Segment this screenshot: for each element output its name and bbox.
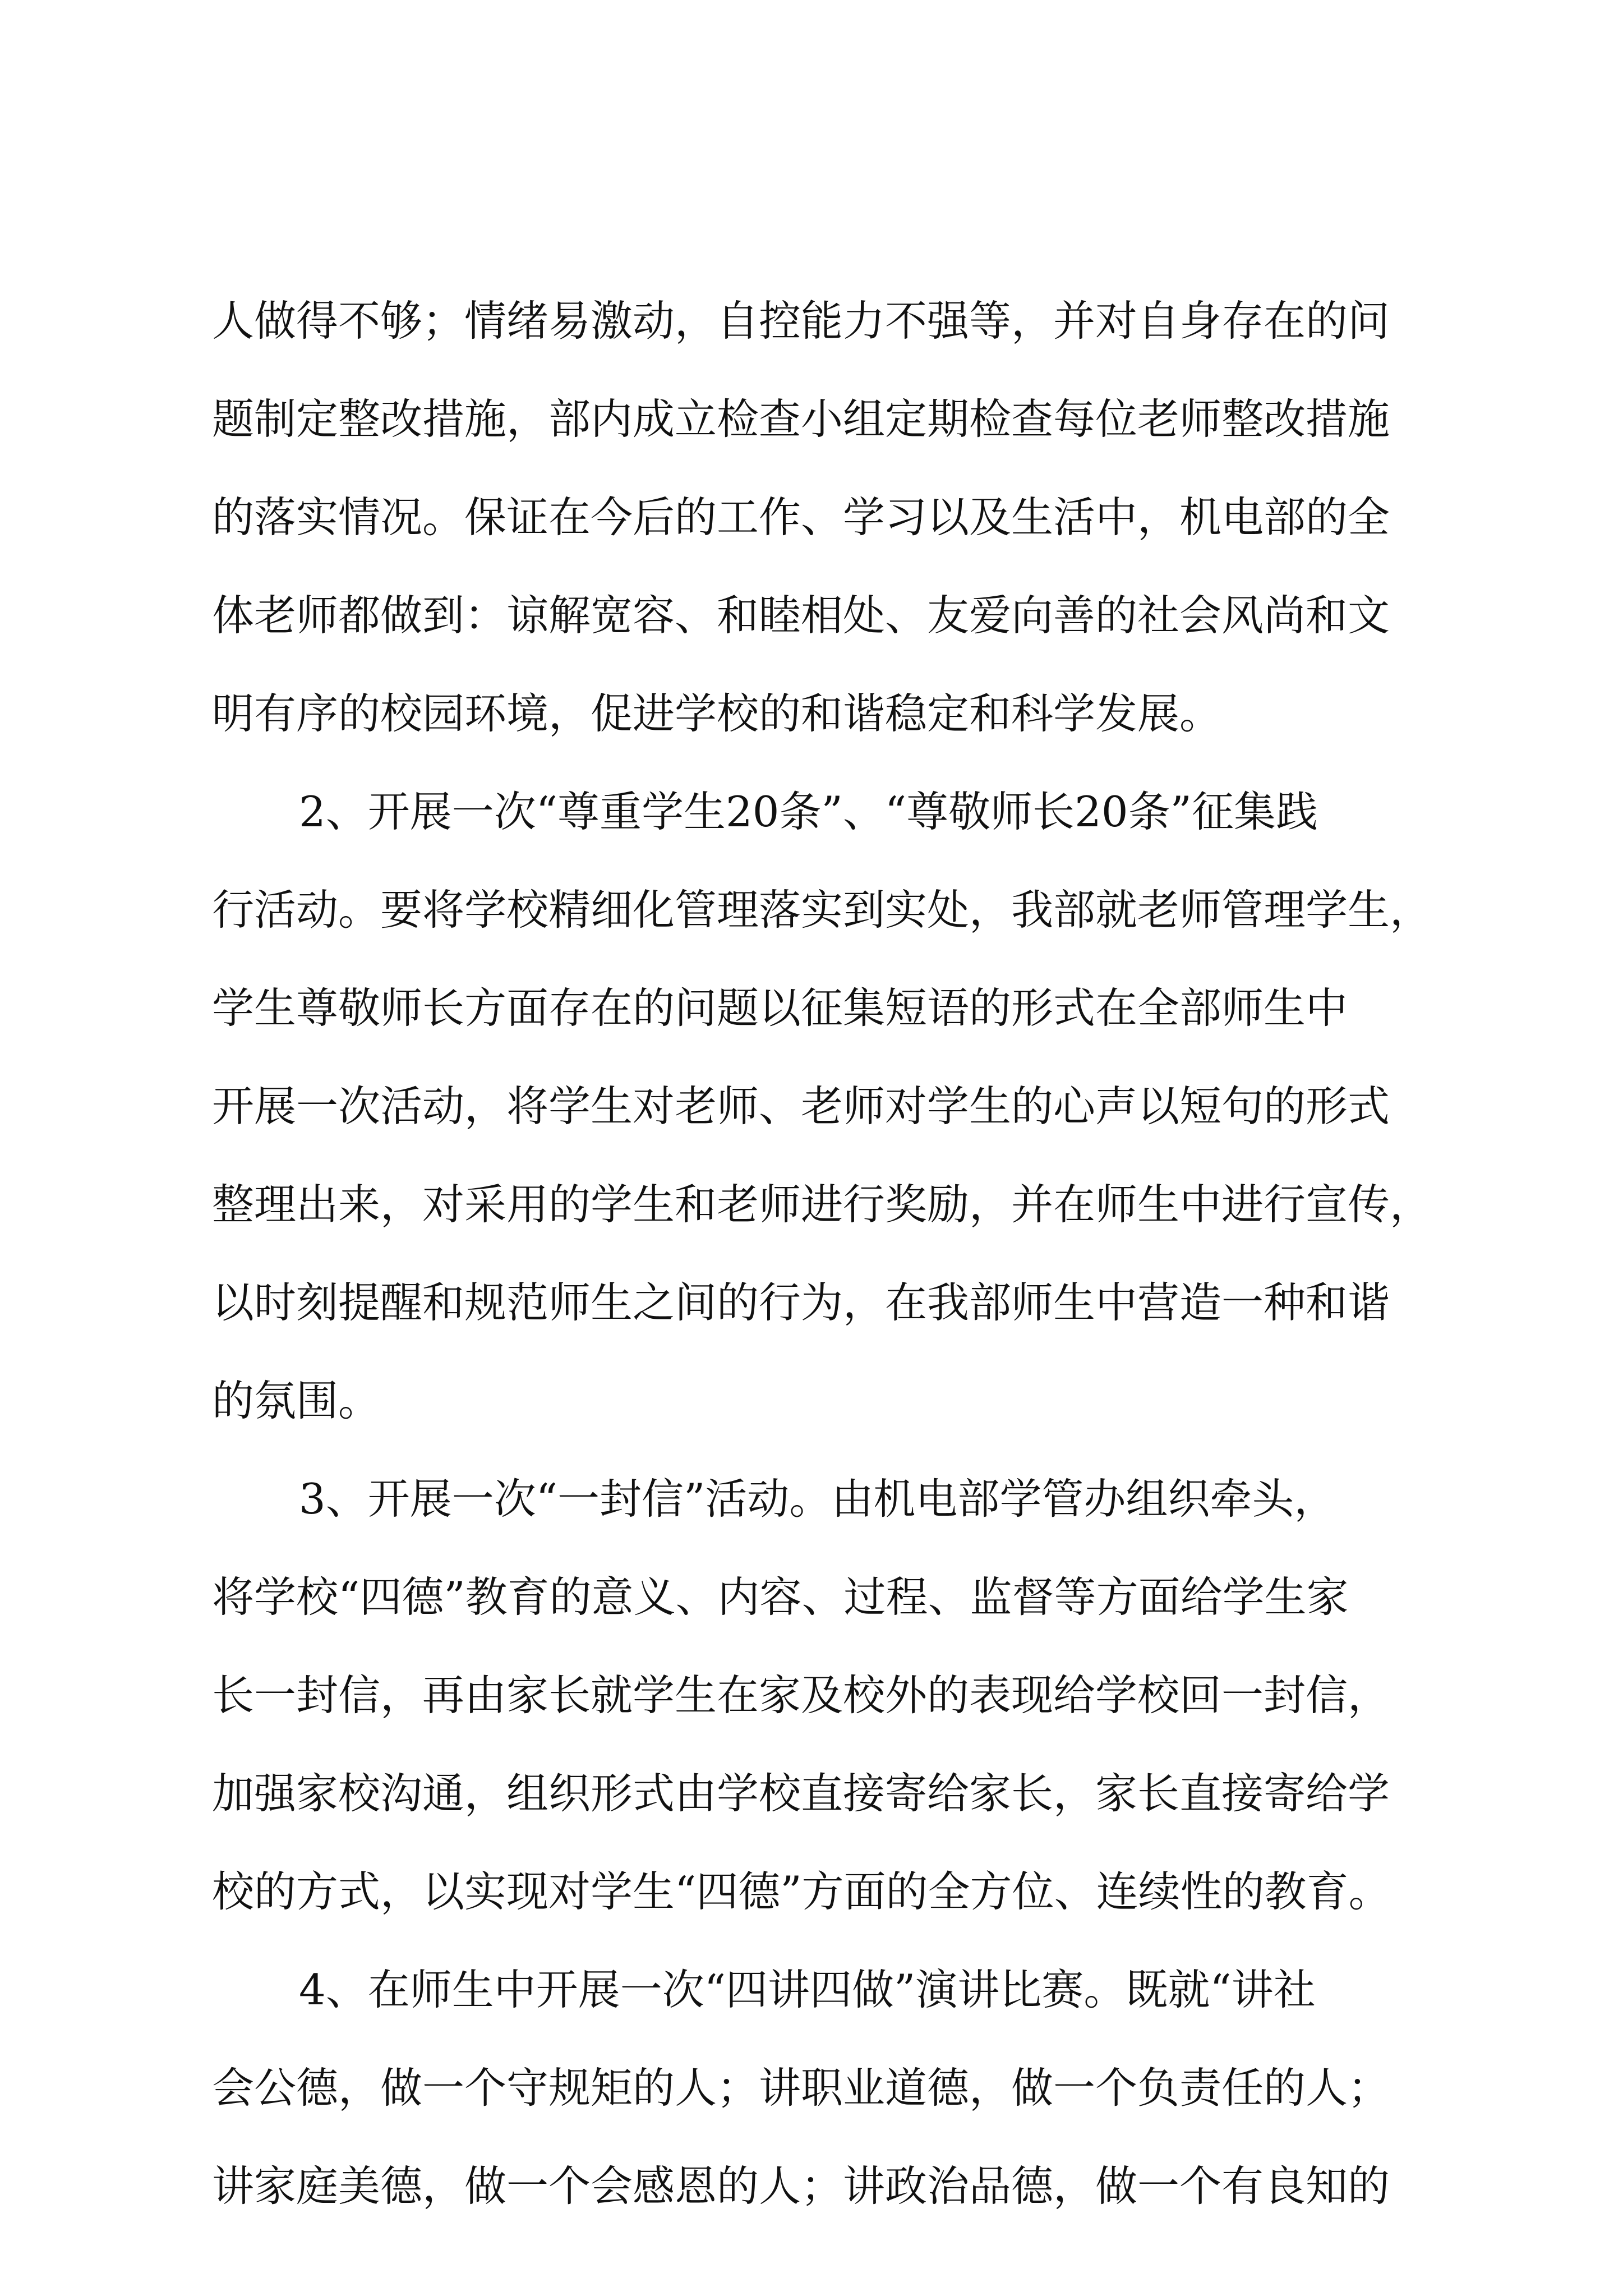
text-line [0,1154,1623,1255]
line-text: 长一封信，再由家长就学生在家及校外的表现给学校回一封信， [212,1671,1390,1720]
line-text: 体老师都做到：谅解宽容、和睦相处、友爱向善的社会风尚和文 [212,591,1390,640]
line-text: 学生尊敬师长方面存在的问题以征集短语的形式在全部师生中 [212,983,1348,1033]
text-line [0,761,1623,862]
line-text: 的落实情况。保证在今后的工作、学习以及生活中，机电部的全 [212,493,1390,542]
text-line [0,1448,1623,1549]
line-text: 整理出来，对采用的学生和老师进行奖励，并在师生中进行宣传， [212,1180,1432,1229]
line-text: 题制定整改措施，部内成立检查小组定期检查每位老师整改措施 [212,394,1390,444]
text-line [0,1645,1623,1746]
line-text: 将学校“四德”教育的意义、内容、过程、监督等方面给学生家 [212,1572,1349,1622]
line-text: 开展一次活动，将学生对老师、老师对学生的心声以短句的形式 [212,1082,1390,1131]
text-line [0,1252,1623,1353]
text-line [0,958,1623,1059]
line-text: 3、开展一次“一封信”活动。由机电部学管办组织牵头， [299,1474,1336,1524]
text-line [0,1939,1623,2040]
line-text: 的氛围。 [212,1376,381,1425]
line-text: 讲家庭美德，做一个会感恩的人；讲政治品德，做一个有良知的 [212,2161,1390,2211]
text-line [0,859,1623,960]
line-text: 明有序的校园环境，促进学校的和谐稳定和科学发展。 [212,689,1222,738]
line-text: 行活动。要将学校精细化管理落实到实处，我部就老师管理学生， [212,885,1432,935]
line-text: 会公德，做一个守规矩的人；讲职业道德，做一个负责任的人； [212,2063,1390,2113]
line-text: 以时刻提醒和规范师生之间的行为，在我部师生中营造一种和谐 [212,1278,1390,1327]
text-line [0,1841,1623,1942]
line-text: 校的方式，以实现对学生“四德”方面的全方位、连续性的教育。 [212,1867,1391,1916]
text-line [0,1056,1623,1157]
text-line [0,270,1623,371]
line-text: 2、开展一次“尊重学生20条”、“尊敬师长20条”征集践 [299,787,1318,836]
text-line [0,1350,1623,1451]
text-line [0,1547,1623,1648]
text-line [0,1743,1623,1844]
text-line [0,2136,1623,2237]
line-text: 4、在师生中开展一次“四讲四做”演讲比赛。既就“讲社 [299,1965,1316,2014]
text-line [0,369,1623,470]
text-line [0,565,1623,666]
text-line [0,2037,1623,2138]
text-line [0,663,1623,764]
line-text: 人做得不够；情绪易激动，自控能力不强等，并对自身存在的问 [212,296,1390,346]
line-text: 加强家校沟通，组织形式由学校直接寄给家长，家长直接寄给学 [212,1769,1390,1818]
text-line [0,467,1623,568]
